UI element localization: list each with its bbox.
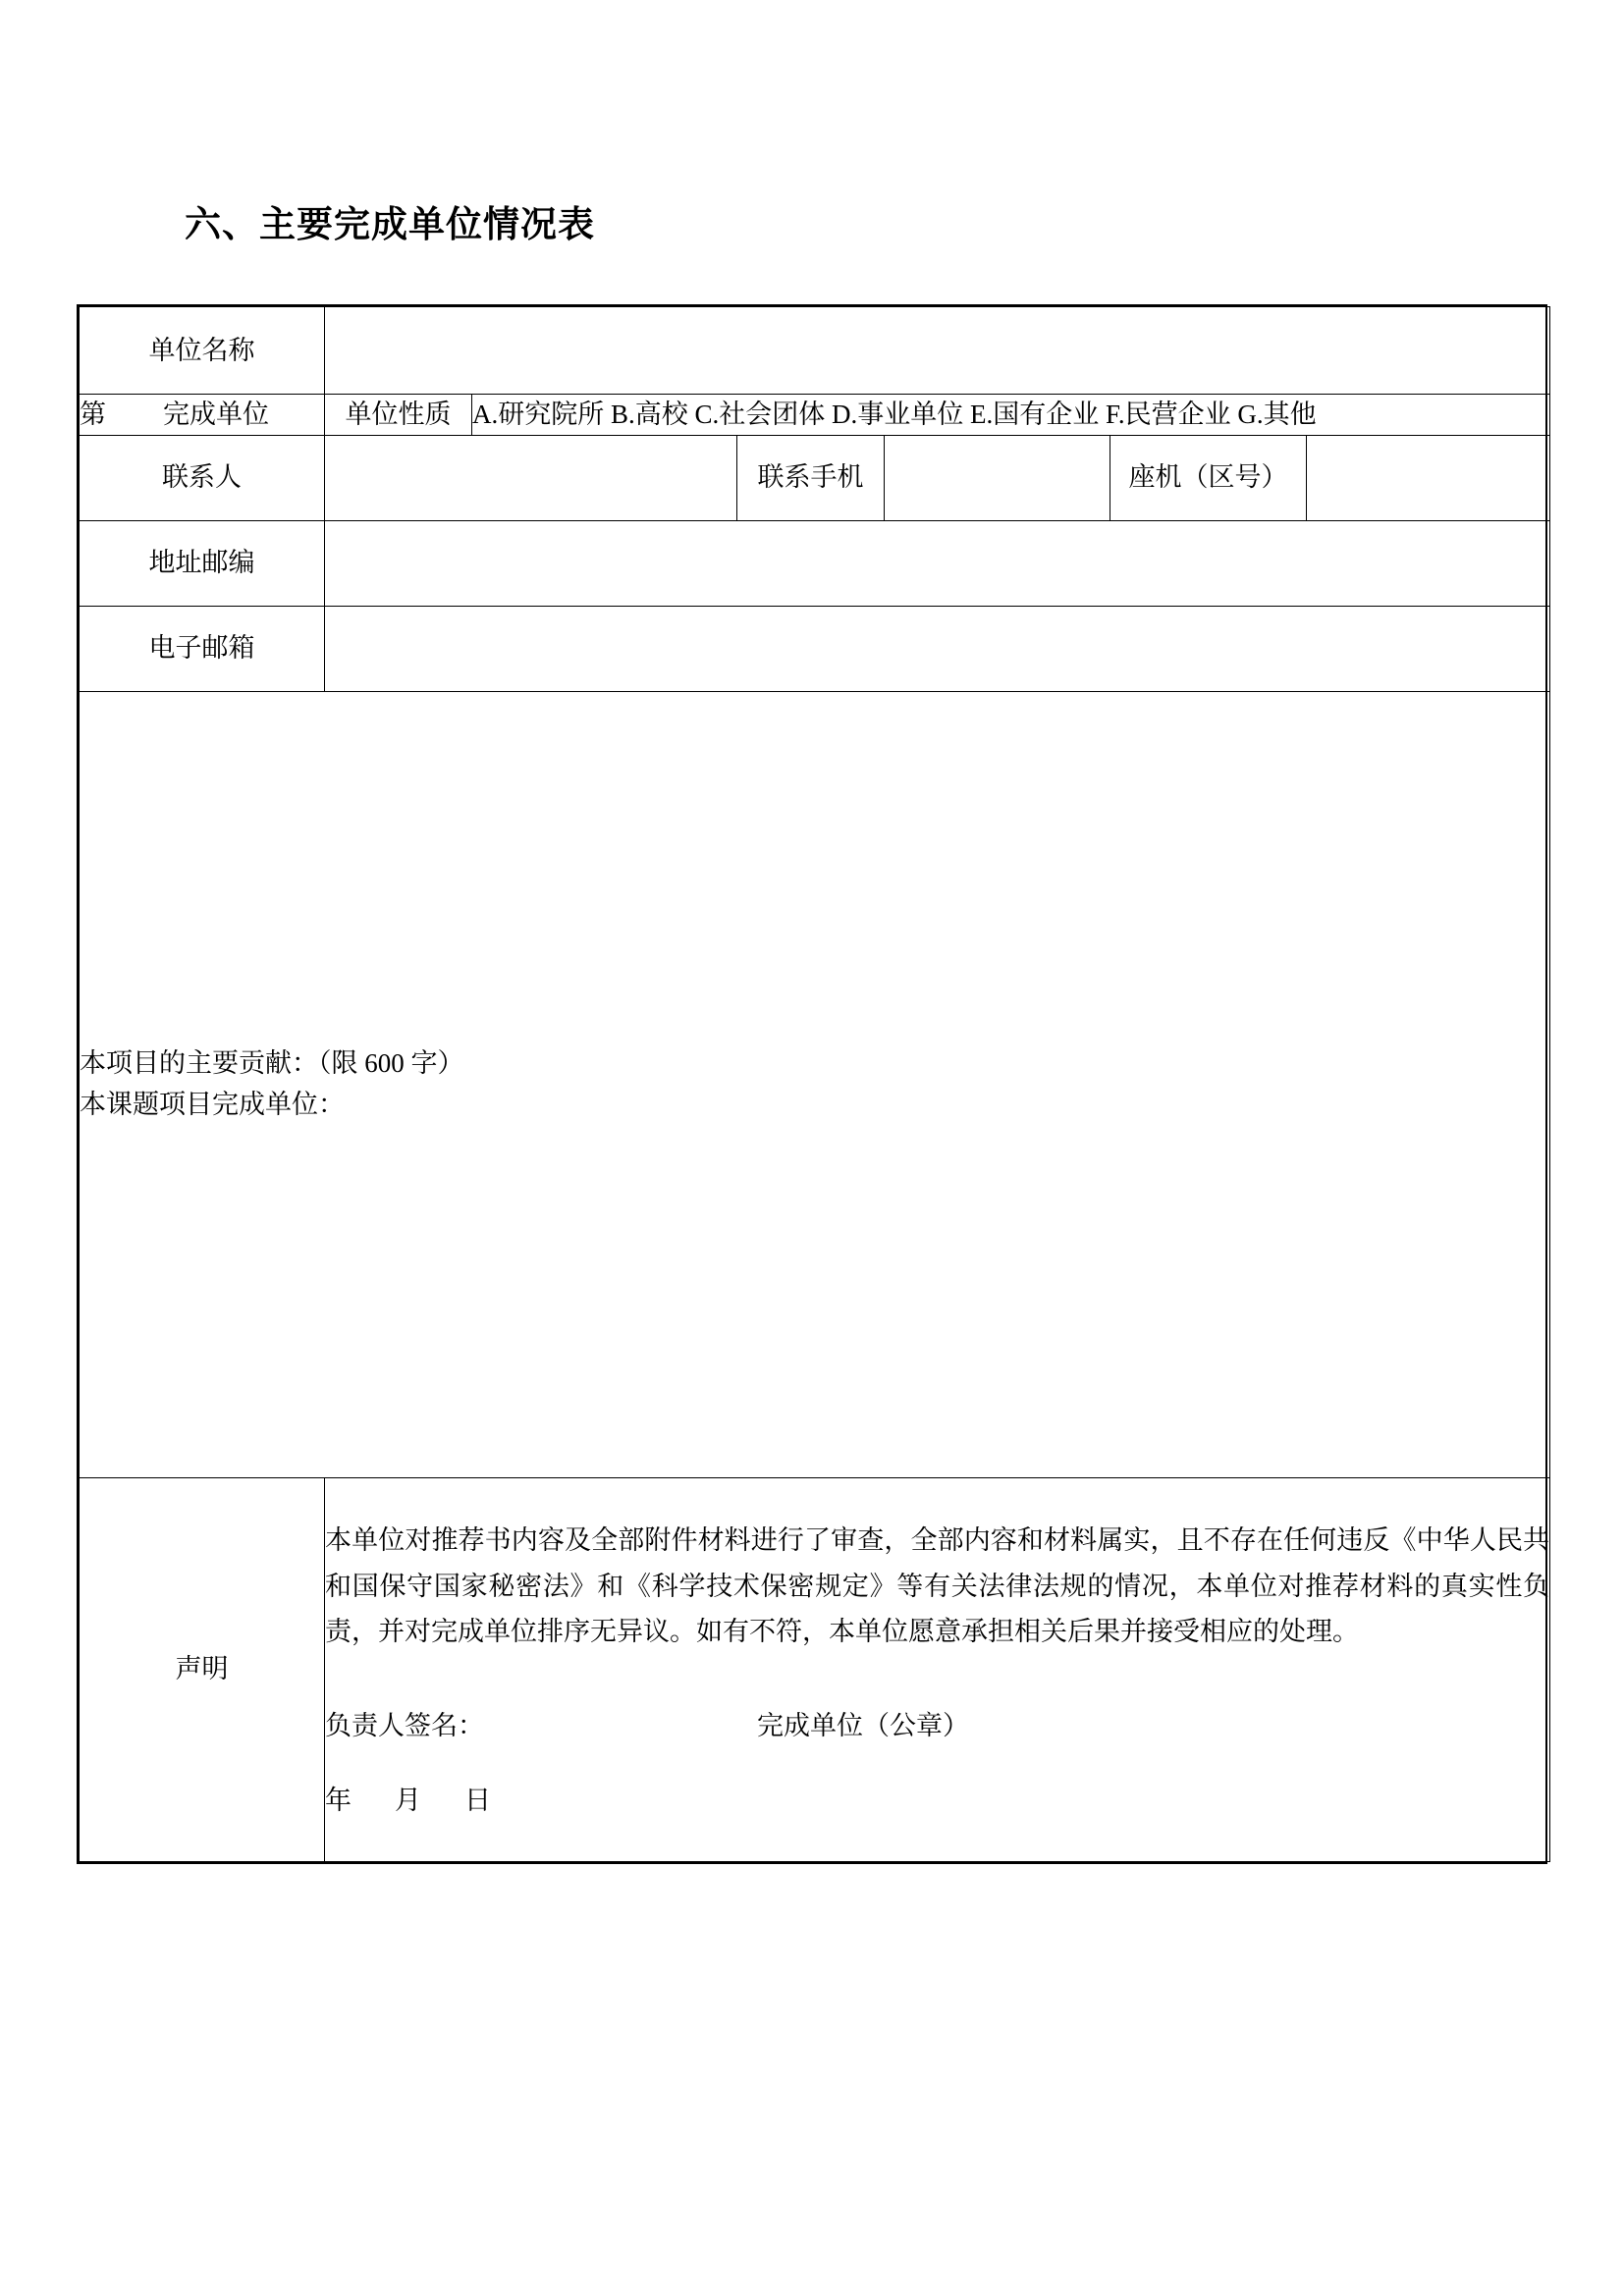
contact-person-label: 联系人 bbox=[80, 435, 325, 520]
landline-value[interactable] bbox=[1307, 435, 1550, 520]
unit-name-value[interactable] bbox=[325, 307, 1550, 395]
unit-name-label: 单位名称 bbox=[80, 307, 325, 395]
address-postcode-label: 地址邮编 bbox=[80, 520, 325, 606]
date-month-label: 月 bbox=[395, 1786, 421, 1816]
unit-nature-label: 单位性质 bbox=[325, 395, 472, 436]
mobile-phone-value[interactable] bbox=[885, 435, 1110, 520]
table-row-unit-nature bbox=[80, 395, 1550, 436]
date-year-label: 年 bbox=[325, 1786, 352, 1816]
date-day-label: 日 bbox=[464, 1786, 491, 1816]
table-row-email bbox=[80, 606, 1550, 691]
address-postcode-value[interactable] bbox=[325, 520, 1550, 606]
ordinal-prefix: 第 bbox=[80, 400, 106, 429]
email-value[interactable] bbox=[325, 606, 1550, 691]
contact-person-value[interactable] bbox=[325, 435, 737, 520]
responsible-person-signature-label[interactable]: 负责人签名： bbox=[325, 1710, 484, 1740]
signature-row bbox=[325, 1706, 1549, 1746]
table-row-contribution bbox=[80, 691, 1550, 1477]
table-row-unit-name bbox=[80, 307, 1550, 395]
contribution-cell[interactable] bbox=[80, 691, 1550, 1477]
unit-nature-options[interactable]: A.研究院所 B.高校 C.社会团体 D.事业单位 E.国有企业 F.民营企业 G.其他 bbox=[472, 395, 1550, 436]
unit-information-form bbox=[77, 304, 1550, 1864]
ordinal-suffix: 完成单位 bbox=[163, 400, 269, 429]
unit-seal-label[interactable]: 完成单位（公章） bbox=[757, 1710, 969, 1740]
table-row-contact bbox=[80, 435, 1550, 520]
landline-label: 座机（区号） bbox=[1110, 435, 1307, 520]
declaration-body bbox=[325, 1477, 1550, 1861]
table-row-address bbox=[80, 520, 1550, 606]
page-title: 六、主要完成单位情况表 bbox=[185, 204, 595, 244]
table-row-declaration bbox=[80, 1477, 1550, 1861]
form-table bbox=[79, 306, 1550, 1862]
date-row[interactable] bbox=[325, 1781, 1549, 1821]
contribution-prompt: 本项目的主要贡献：（限 600 字） bbox=[80, 1047, 464, 1078]
email-label: 电子邮箱 bbox=[80, 606, 325, 691]
contribution-subprompt: 本课题项目完成单位： bbox=[80, 1089, 345, 1119]
unit-ordinal-label bbox=[80, 395, 325, 436]
mobile-phone-label: 联系手机 bbox=[737, 435, 885, 520]
declaration-label: 声明 bbox=[80, 1477, 325, 1861]
declaration-paragraph: 本单位对推荐书内容及全部附件材料进行了审查，全部内容和材料属实，且不存在任何违反《中华人民共和国保守国家秘密法》和《科学技术保密规定》等有关法律法规的情况，本单位对推荐材料的真实性负责，并对完成单位排序无异议。如有不符，本单位愿意承担相关后果并接受相应的处理。 bbox=[325, 1525, 1550, 1647]
